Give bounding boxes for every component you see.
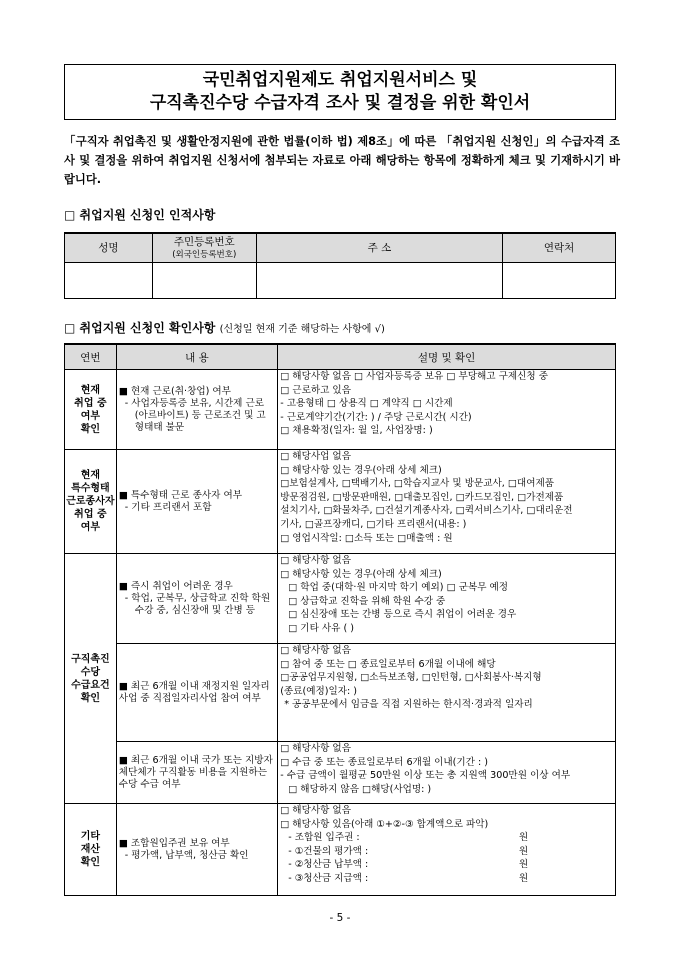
title-line-1: 국민취업지원제도 취업지원서비스 및	[202, 70, 478, 90]
desc-line[interactable]: □ 해당사항 있는 경우(아래 상세 체크)	[280, 568, 442, 580]
table-row	[65, 742, 616, 804]
asset-unit: 원	[518, 845, 529, 857]
desc-line[interactable]: □ 해당사항 없음	[280, 743, 351, 754]
desc-cell	[278, 644, 616, 742]
asset-item[interactable]	[280, 872, 528, 886]
category-line: 구직촉진	[71, 653, 110, 665]
category-line: 여부	[80, 410, 101, 422]
table-row	[65, 450, 616, 554]
header-rrn-sub: (외국인등록번호)	[172, 249, 237, 260]
condition-cell	[116, 804, 277, 896]
condition-cell	[116, 450, 277, 554]
condition-title: ■ 즉시 취업이 어려운 경우	[118, 580, 233, 592]
asset-unit: 원	[518, 872, 529, 884]
desc-line[interactable]: (종료(예정)일자: )	[280, 685, 358, 697]
condition-cell	[116, 370, 277, 450]
desc-cell	[278, 804, 616, 896]
desc-line[interactable]: □ 상급학교 진학을 위해 학원 수강 중	[288, 595, 446, 607]
desc-line[interactable]: □ 해당사항 없음	[280, 555, 351, 566]
desc-line[interactable]: □ 해당사항 있는 경우(아래 상세 체크)	[280, 464, 442, 476]
table-row	[65, 804, 616, 896]
condition-title: ■ 특수형태 근로 종사자 여부	[118, 489, 243, 501]
condition-cell	[116, 742, 277, 804]
desc-line[interactable]: 기사, □골프장캐디, □기타 프리랜서(내용: )	[280, 518, 467, 530]
desc-line[interactable]: □ 참여 중 또는 □ 종료일로부터 6개월 이내에 해당	[280, 658, 496, 670]
desc-line[interactable]: □ 해당사항 없음 □ 사업자등록증 보유 □ 부당해고 구제신청 중	[280, 371, 548, 382]
asset-item[interactable]	[280, 858, 528, 872]
desc-cell	[278, 370, 616, 450]
category-employment	[65, 370, 117, 450]
document-title	[64, 64, 616, 120]
category-line: 수급요건	[71, 679, 110, 691]
category-line: 확인	[80, 857, 101, 868]
condition-detail: - 평가액, 납부액, 청산금 확인	[124, 849, 249, 861]
asset-label: - 조합원 입주권 :	[288, 832, 360, 844]
desc-line[interactable]: □ 해당사항 없음	[280, 645, 351, 656]
desc-line[interactable]: □ 해당사항 없음	[280, 805, 351, 816]
desc-cell	[278, 450, 616, 554]
category-line: 확인	[80, 423, 101, 435]
header-division: 연번	[65, 344, 117, 370]
personal-info-table	[64, 232, 616, 299]
desc-cell	[278, 742, 616, 804]
condition-title: ■ 최근 6개월 이내 국가 또는 지방자체단체가 구직활동 비용을 지원하는 수당 수급 여부	[118, 754, 273, 790]
header-desc: 설명 및 확인	[278, 344, 616, 370]
desc-line[interactable]: □공공업무지원형, □소득보조형, □인턴형, □사회봉사·복지형	[280, 672, 542, 684]
asset-label: - ①건물의 평가액 :	[288, 845, 369, 857]
category-other-assets	[65, 804, 117, 896]
asset-unit: 원	[518, 832, 529, 844]
desc-line[interactable]: □ 영업시작일: □소득 또는 □매출액 : 원	[280, 532, 453, 544]
category-line: 현재	[80, 470, 101, 481]
category-line: 근로종사자	[66, 496, 115, 507]
rrn-field[interactable]	[152, 263, 256, 299]
condition-cell	[116, 644, 277, 742]
page-number: - 5 -	[329, 912, 351, 924]
category-job-seeking-allowance	[65, 554, 117, 804]
condition-title: ■ 조합원입주권 보유 여부	[118, 837, 230, 849]
asset-label: - ②청산금 납부액 :	[288, 859, 369, 871]
desc-line[interactable]: □ 해당하지 않음 □해당(사업명: )	[288, 783, 432, 795]
header-contact: 연락처	[503, 233, 616, 263]
category-special-worker	[65, 450, 117, 554]
header-rrn	[152, 233, 256, 263]
contact-field[interactable]	[503, 263, 616, 299]
section-personal-heading: □ 취업지원 신청인 인적사항	[64, 208, 216, 222]
condition-title: ■ 현재 근로(취·창업) 여부	[118, 385, 231, 397]
check-items-table	[64, 343, 616, 896]
condition-detail: - 기타 프리랜서 포함	[124, 501, 212, 513]
category-line: 확인	[80, 692, 101, 704]
condition-title: ■ 최근 6개월 이내 재정지원 일자리사업 중 직접일자리사업 참여 여부	[118, 680, 270, 704]
table-row	[65, 554, 616, 644]
category-line: 기타	[80, 831, 101, 842]
desc-line[interactable]: □ 채용확정(일자: 월 일, 사업장명: )	[280, 425, 433, 437]
header-name: 성명	[65, 233, 153, 263]
category-line: 수당	[80, 666, 101, 678]
header-address: 주 소	[256, 233, 503, 263]
category-line: 특수형태	[71, 483, 110, 494]
header-rrn-main: 주민등록번호	[173, 235, 235, 248]
condition-cell	[116, 554, 277, 644]
desc-cell	[278, 554, 616, 644]
asset-item[interactable]	[280, 831, 528, 845]
condition-detail: - 학업, 군복무, 상급학교 진학 학원 수강 중, 심신장애 및 간병 등	[124, 592, 271, 616]
header-content: 내 용	[116, 344, 277, 370]
desc-line[interactable]: □보험설계사, □택배기사, □학습지교사 및 방문교사, □대여제품	[280, 478, 554, 490]
table-row	[65, 644, 616, 742]
desc-line[interactable]: □ 학업 중(대학·원 마지막 학기 예외) □ 군복무 예정	[288, 582, 509, 594]
category-line: 여부	[80, 522, 101, 533]
asset-unit: 원	[518, 859, 529, 871]
desc-line[interactable]: □ 해당사업 없음	[280, 451, 351, 462]
desc-line: - 수급 금액이 월평균 50만원 이상 또는 총 지원액 300만원 이상 여부	[280, 770, 571, 782]
desc-line[interactable]: □ 근로하고 있음	[280, 384, 351, 396]
category-line: 재산	[80, 844, 101, 855]
desc-line[interactable]: - 근로계약기간(기간: ) / 주당 근로시간( 시간)	[280, 411, 472, 423]
category-line: 취업 중	[74, 509, 107, 520]
asset-item[interactable]	[280, 845, 528, 859]
desc-line[interactable]: 설치기사, □화물차주, □건설기계종사자, □퀵서비스기사, □대리운전	[280, 505, 573, 517]
desc-line[interactable]: 방문점검원, □방문판매원, □대출모집인, □카드모집인, □가전제품	[280, 491, 564, 503]
condition-detail: - 사업자등록증 보유, 시간제 근로(아르바이트) 등 근로조건 및 고형태태 불문	[124, 397, 266, 433]
category-line: 취업 중	[74, 397, 107, 409]
section-check-title: □ 취업지원 신청인 확인사항	[64, 321, 216, 335]
desc-line[interactable]: - 고용형태 □ 상용직 □ 계약직 □ 시간제	[280, 398, 453, 410]
section-check-note: (신청일 현재 기준 해당하는 사항에 √)	[219, 324, 385, 335]
section-check-heading	[64, 319, 385, 336]
title-line-2: 구직촉진수당 수급자격 조사 및 결정을 위한 확인서	[149, 93, 531, 113]
intro-paragraph: 「구직자 취업촉진 및 생활안정지원에 관한 법률(이하 법) 제8조」에 따른 「취업지원 신청인」의 수급자격 조사 및 결정을 위하여 취업지원 신청서에 첨부되는 자료로 아래 해당하는 항목에 정확하게 체크 및 기재하시기 바랍니다.	[64, 135, 620, 186]
desc-line[interactable]: □ 심신장애 또는 간병 등으로 즉시 취업이 어려운 경우	[288, 609, 517, 621]
asset-label: - ③청산금 지급액 :	[288, 872, 369, 884]
address-field[interactable]	[256, 263, 503, 299]
desc-line[interactable]: □ 수급 중 또는 종료일로부터 6개월 이내(기간 : )	[280, 756, 489, 768]
desc-line: * 공공부문에서 임금을 직접 지원하는 한시적·경과적 일자리	[284, 699, 533, 711]
table-row	[65, 370, 616, 450]
category-line: 현재	[80, 384, 101, 396]
name-field[interactable]	[65, 263, 153, 299]
desc-line[interactable]: □ 해당사항 있음(아래 ①+②-③ 합계액으로 파악)	[280, 818, 489, 830]
desc-line[interactable]: □ 기타 사유 ( )	[288, 622, 355, 634]
